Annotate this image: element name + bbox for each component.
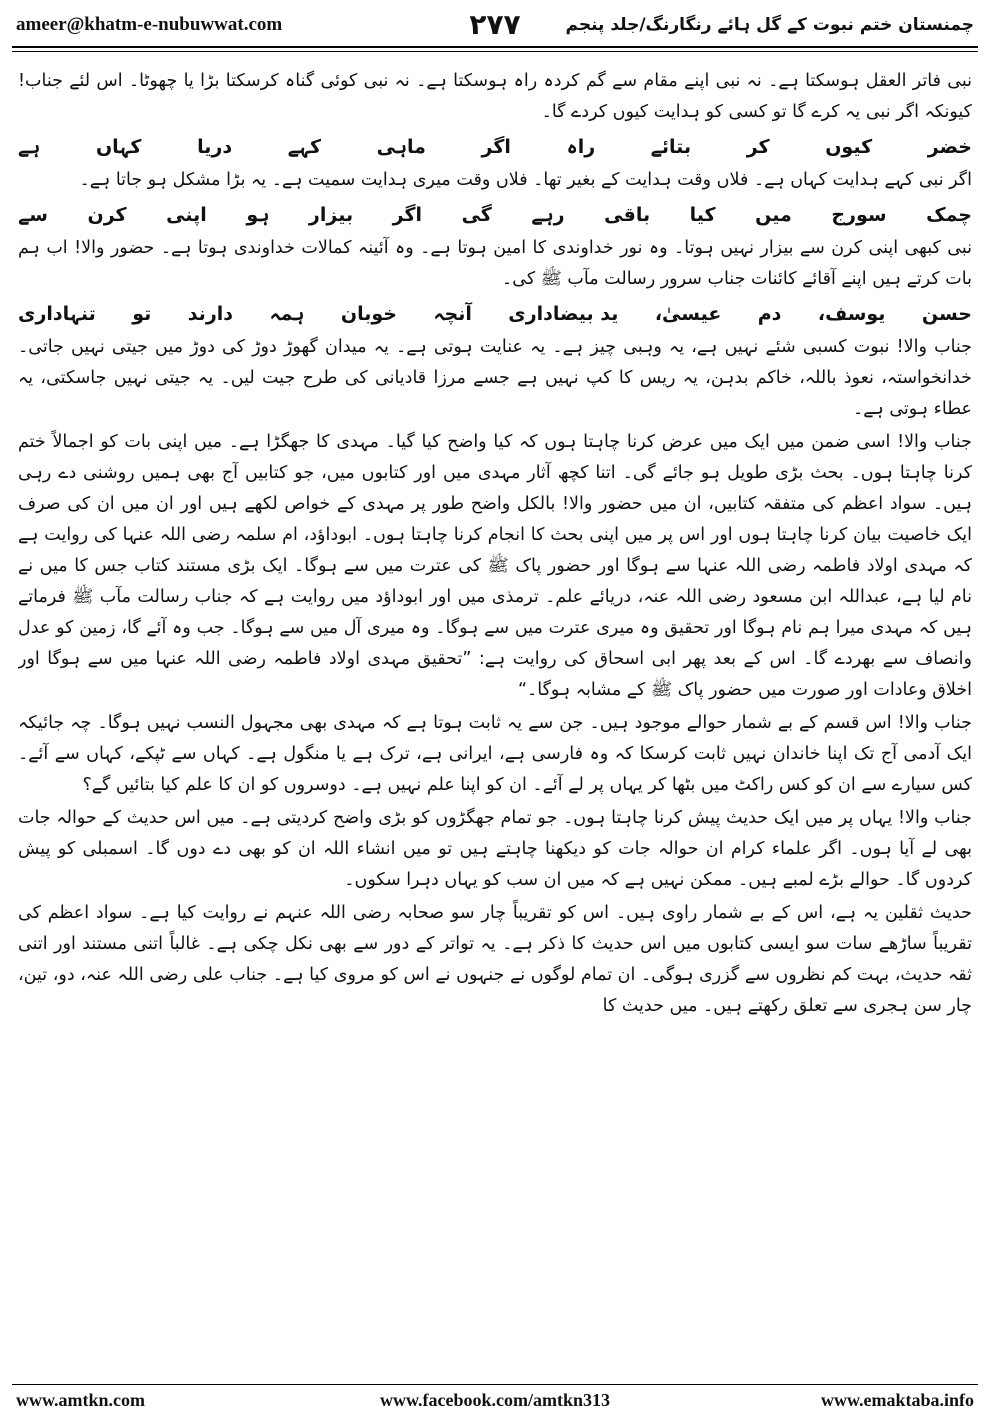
verse-word: کہاں [95, 136, 142, 158]
verse-word: بتائے [650, 136, 692, 158]
paragraph-3: نبی کبھی اپنی کرن سے بیزار نہیں ہوتا۔ وہ نور خداوندی کا امین ہوتا ہے۔ وہ آئینہ کمالات خداوندی ہوتا ہے۔ حضور والا! اب ہم بات کرتے ہیں اپنے آقائے کائنات جناب سرور رسالت مآب ﷺ کی۔ [18, 238, 972, 289]
verse-word: گی [461, 204, 492, 226]
verse-word: راہ [566, 136, 596, 158]
verse-word: عیسیٰ، [654, 303, 722, 325]
header-rule [12, 46, 978, 48]
verse-3 [18, 299, 972, 330]
verse-word: دم [757, 303, 782, 325]
verse-word: دریا [197, 136, 233, 158]
paragraph-1: نبی فاتر العقل ہوسکتا ہے۔ نہ نبی اپنے مقام سے گم کردہ راہ ہوسکتا ہے۔ نہ نبی کوئی گناہ کرسکتا بڑا یا چھوٹا۔ اس لئے جناب! کیونکہ اگر نبی یہ کرے گا تو کسی کو ہدایت کیوں کردے گا۔ [18, 71, 972, 122]
verse-word: کر [746, 136, 770, 158]
verse-word: کیا [689, 204, 716, 226]
paragraph-7: جناب والا! یہاں پر میں ایک حدیث پیش کرنا چاہتا ہوں۔ جو تمام جھگڑوں کو بڑی واضح کردیتی ہے۔ میں اس حدیث کے حوالہ جات بھی لے آیا ہوں۔ اگر علماء کرام ان حوالہ جات کو دیکھنا چاہتے ہیں تو میں انشاء اللہ ان کو بھی دے دوں گا۔ اسمبلی کو پیش کردوں گا۔ حوالے بڑے لمبے ہیں۔ ممکن نہیں ہے کہ میں ان سب کو یہاں دہرا سکوں۔ [18, 808, 972, 890]
page-number: ۲۷۷ [469, 8, 521, 41]
verse-word: باقی [604, 204, 651, 226]
verse-word: ہے [18, 136, 41, 158]
page-header [0, 0, 990, 60]
verse-word: اگر [392, 204, 423, 226]
verse-word: بیزار [308, 204, 354, 226]
verse-word: ماہی [376, 136, 426, 158]
verse-word: ہو [246, 204, 270, 226]
verse-word: دارند [187, 303, 234, 325]
page-body [18, 66, 972, 1376]
verse-word: کیوں [825, 136, 873, 158]
verse-2 [18, 200, 972, 231]
verse-word: ید بیضاداری [508, 303, 619, 325]
footer-link-facebook[interactable]: www.facebook.com/amtkn313 [380, 1390, 610, 1410]
verse-word: تنہاداری [18, 303, 96, 325]
verse-word: کرن [87, 204, 127, 226]
header-rule-thin [12, 51, 978, 52]
verse-word: اگر [481, 136, 511, 158]
verse-word: کہے [287, 136, 322, 158]
footer-rule [12, 1384, 978, 1385]
verse-word: اپنی [166, 204, 207, 226]
paragraph-5: جناب والا! اسی ضمن میں ایک میں عرض کرنا چاہتا ہوں کہ کیا واضح کیا گیا۔ مہدی کا جھگڑا ہے۔ میں اپنی بات کو اجمالاً ختم کرنا چاہتا ہوں۔ بحث بڑی طویل ہو جائے گی۔ اتنا کچھ آثار مہدی میں اور کتابوں میں، جو کتابیں آج بھی ہمیں روشنی دے رہی ہیں۔ سواد اعظم کی متفقہ کتابیں، ان میں حضور والا! بالکل واضح طور پر مہدی کے خواص لکھے ہیں اور ان میں ان کی صرف ایک خاصیت بیان کرنا چاہتا ہوں اور اس پر میں اپنی بحث کا انجام کرنا چاہتا ہوں۔ ابوداؤد، ام سلمہ رضی اللہ عنہا کی روایت ہے کہ مہدی اولاد فاطمہ رضی اللہ عنہا سے ہوگا اور حضور پاک ﷺ کی عترت میں سے ہوگا۔ ایک بڑی مستند کتاب جس کا میں نے نام لیا ہے، عبداللہ ابن مسعود رضی اللہ عنہ، دریائے علم۔ ترمذی میں اور ابوداؤد میں روایت ہے کہ جناب رسالت مآب ﷺ فرماتے ہیں کہ مہدی میرا ہم نام ہوگا اور تحقیق وہ میری عترت میں سے ہوگا۔ وہ میری آل میں سے ہوگا۔ جب وہ آئے گا، زمین کو عدل وانصاف سے بھردے گا۔ اس کے بعد پھر ابی اسحاق کی روایت ہے: ”تحقیق مہدی اولاد فاطمہ رضی اللہ عنہا میں سے ہوگا اور اخلاق وعادات اور صورت میں حضور پاک ﷺ کے مشابہ ہوگا۔“ [18, 432, 972, 700]
header-email: ameer@khatm-e-nubuwwat.com [16, 14, 283, 35]
verse-1 [18, 132, 972, 163]
paragraph-4: جناب والا! نبوت کسبی شئے نہیں ہے، یہ وہبی چیز ہے۔ یہ عنایت ہوتی ہے۔ یہ میدان گھوڑ دوڑ کی دوڑ میں جیتی نہیں جاتی۔ خدانخواستہ، نعوذ باللہ، خاکم بدہن، یہ ریس کا کپ نہیں ہے جسے مرزا قادیانی کی طرح جیت لیں۔ یہ جیتی نہیں جاسکتی، یہ عطاء ہوتی ہے۔ [18, 337, 972, 419]
footer-link-emaktaba[interactable]: www.emaktaba.info [820, 1390, 974, 1410]
verse-word: حسن [921, 303, 972, 325]
verse-word: تو [132, 303, 152, 325]
verse-word: یوسف، [817, 303, 886, 325]
footer-link-amtkn[interactable]: www.amtkn.com [16, 1390, 145, 1410]
verse-word: خوبان [340, 303, 397, 325]
verse-word: چمک [926, 204, 972, 226]
verse-word: میں [755, 204, 792, 226]
verse-word: سورج [831, 204, 887, 226]
paragraph-8: حدیث ثقلین یہ ہے، اس کے بے شمار راوی ہیں۔ اس کو تقریباً چار سو صحابہ رضی اللہ عنہم نے روایت کیا ہے۔ سواد اعظم کی تقریباً ساڑھے سات سو ایسی کتابوں میں اس حدیث کا ذکر ہے۔ یہ تواتر کے دور سے بھی نکل چکی ہے۔ غالباً اتنی مستند اور اتنی ثقہ حدیث، بہت کم نظروں سے گزری ہوگی۔ ان تمام لوگوں نے جنہوں نے اس کو مروی کیا ہے۔ جناب علی رضی اللہ عنہ، دو، تین، چار سن ہجری سے تعلق رکھتے ہیں۔ میں حدیث کا [18, 903, 972, 1016]
verse-word: ہمہ [269, 303, 305, 325]
verse-word: آنچہ [433, 303, 472, 325]
book-title: چمنستان ختم نبوت کے گل ہائے رنگارنگ/جلد پنجم [565, 15, 974, 35]
verse-word: رہے [531, 204, 565, 226]
paragraph-6: جناب والا! اس قسم کے بے شمار حوالے موجود ہیں۔ جن سے یہ ثابت ہوتا ہے کہ مہدی بھی مجہول النسب نہیں ہوگا۔ چہ جائیکہ ایک آدمی آج تک اپنا خاندان نہیں ثابت کرسکا کہ وہ فارسی ہے، ایرانی ہے، ترک ہے یا منگول ہے۔ کہاں سے ٹپکے، کہاں سے آئے۔ کس سیارے سے ان کو کس راکٹ میں بٹھا کر یہاں پر لے آئے۔ ان کو اپنا علم نہیں ہے۔ دوسروں کو ان کا علم کیا بتائیں گے؟ [18, 713, 972, 795]
verse-word: سے [18, 204, 48, 226]
verse-word: خضر [927, 136, 972, 158]
page-footer [0, 1384, 990, 1420]
paragraph-2: اگر نبی کہے ہدایت کہاں ہے۔ فلاں وقت ہدایت کے بغیر تھا۔ فلاں وقت میری ہدایت سمیت ہے۔ یہ بڑا مشکل ہو جاتا ہے۔ [79, 170, 972, 190]
